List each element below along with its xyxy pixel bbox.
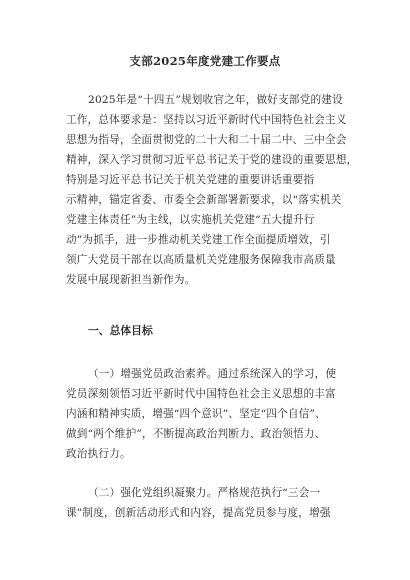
intro-line: 发展中展现新担当新作为。	[66, 274, 196, 286]
item-line: 做到“两个维护”，不断提高政治判断力、政治领悟力、	[66, 428, 326, 440]
item-line: （二）强化党组织凝聚力。严格规范执行“三会一	[88, 487, 321, 499]
intro-line: 党建主体责任”为主线，以实施机关党建“五大提升行	[66, 214, 315, 226]
document-title: 支部2025年度党建工作要点	[129, 54, 281, 68]
intro-line: 2025年是“十四五”规划收官之年，做好支部党的建设	[88, 94, 343, 106]
item-line: 党员深刻领悟习近平新时代中国特色社会主义思想的丰富	[66, 388, 336, 400]
intro-line: 思想为指导，全面贯彻党的二十大和二十届二中、三中全会	[66, 134, 347, 146]
item-line: 政治执行力。	[66, 448, 131, 460]
intro-line: 动”为抓手，进一步推动机关党建工作全面提质增效，引	[66, 234, 331, 246]
intro-line: 特别是习近平总书记关于机关党建的重要讲话重要指	[66, 174, 315, 186]
intro-line: 示精神，锚定省委、市委全会新部署新要求，以“落实机关	[66, 194, 342, 206]
intro-line: 领广大党员干部在以高质量机关党建服务保障我市高质量	[66, 254, 336, 266]
intro-line: 精神，深入学习贯彻习近平总书记关于党的建设的重要思想，	[66, 154, 358, 166]
item-line: 课”制度，创新活动形式和内容，提高党员参与度，增强	[66, 507, 331, 519]
intro-line: 工作，总体要求是：坚持以习近平新时代中国特色社会主义	[66, 114, 347, 126]
section-heading: 一、总体目标	[88, 324, 153, 337]
item-line: （一）增强党员政治素养。通过系统深入的学习，使	[88, 368, 337, 380]
item-line: 内涵和精神实质，增强“四个意识”、坚定“四个自信”、	[66, 408, 326, 420]
